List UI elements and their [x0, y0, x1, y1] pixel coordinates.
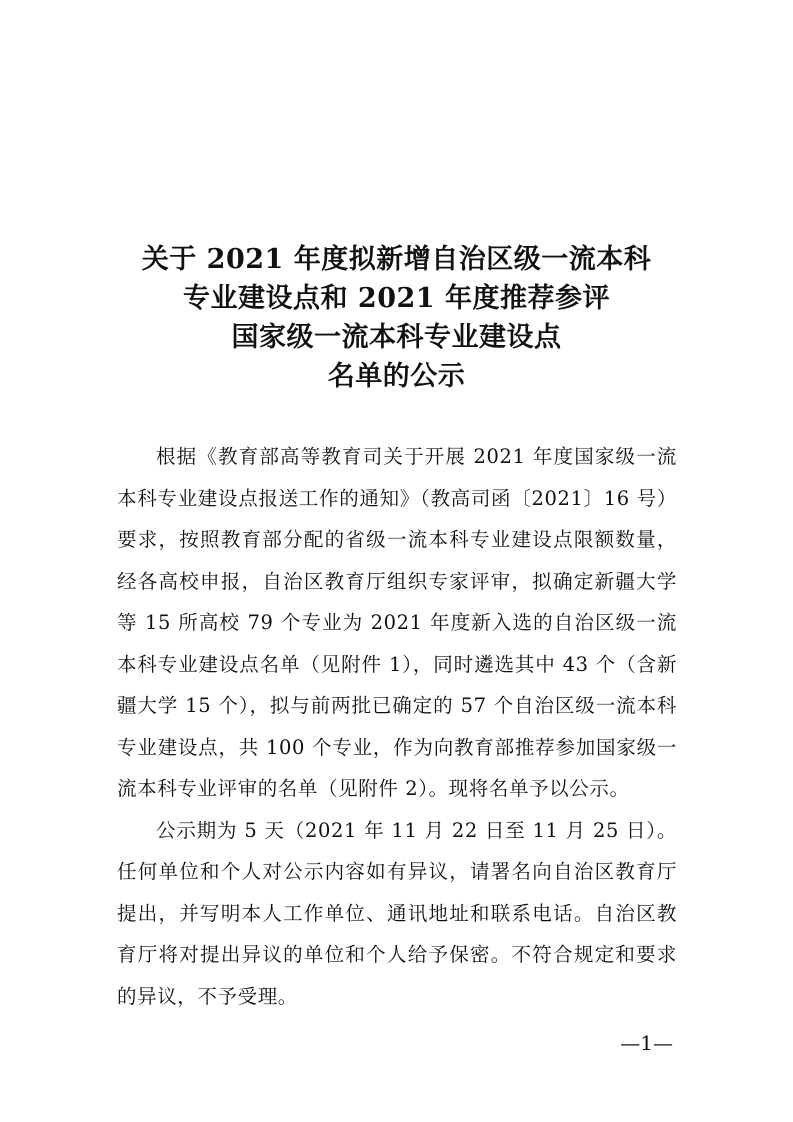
body-paragraph: 根据《教育部高等教育司关于开展 2021 年度国家级一流本科专业建设点报送工作的通知》（教高司函〔2021〕16 号）要求，按照教育部分配的省级一流本科专业建设点限额数量，经各高校申报，自治区教育厅组织专家评审，拟确定新疆大学等 15 所高校 79 个专业为 2021 年度新入选的自治区级一流本科专业建设点名单（见附件 1），同时遴选其中 43 个（含新疆大学 15 个），拟与前两批已确定的 57 个自治区级一流本科专业建设点，共 100 个专业，作为向教育部推荐参加国家级一流本科专业评审的名单（见附件 2）。现将名单予以公示。	[117, 445, 677, 800]
title-line: 国家级一流本科专业建设点	[231, 322, 562, 353]
title-line: 关于 2021 年度拟新增自治区级一流本科	[141, 244, 652, 275]
page-number: —1—	[620, 1031, 673, 1055]
document-title	[0, 240, 793, 396]
document-body	[117, 436, 677, 1017]
title-line: 专业建设点和 2021 年度推荐参评	[183, 283, 610, 314]
body-paragraph: 公示期为 5 天（2021 年 11 月 22 日至 11 月 25 日）。任何单位和个人对公示内容如有异议，请署名向自治区教育厅提出，并写明本人工作单位、通讯地址和联系电话。自治区教育厅将对提出异议的单位和个人给予保密。不符合规定和要求的异议，不予受理。	[117, 818, 677, 1008]
title-line: 名单的公示	[327, 361, 466, 392]
